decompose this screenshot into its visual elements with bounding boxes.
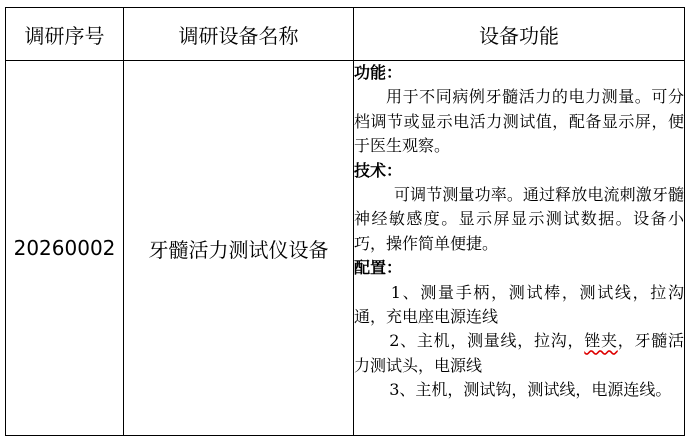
config-item-3: 3、主机，测试钩，测试线，电源连线。 — [389, 380, 672, 400]
tech-description: 可调节测量功率。通过释放电流刺激牙髓神经敏感度。显示屏显示测试数据。设备小巧，操作简单便捷。 — [354, 185, 684, 253]
header-row — [6, 8, 685, 61]
device-name-cell: 牙髓活力测试仪设备 — [124, 61, 354, 436]
device-spec-table — [5, 7, 685, 436]
config-section-label: 配置： — [354, 258, 403, 278]
config-item-1: 1、测量手柄，测试棒，测试线，拉沟通，充电座电源连线 — [354, 282, 684, 327]
survey-number-cell: 20260002 — [6, 61, 124, 436]
function-section-label: 功能： — [354, 63, 403, 82]
spellcheck-flagged-word: 锉夹 — [584, 331, 618, 351]
config-item-2-head: 2、主机，测量线，拉沟， — [389, 331, 585, 351]
tech-section-label: 技术： — [354, 160, 403, 180]
device-function-cell — [354, 61, 685, 436]
header-device-name: 调研设备名称 — [124, 8, 354, 61]
config-item-2 — [354, 329, 684, 378]
header-device-function: 设备功能 — [354, 8, 685, 61]
config-item-2-tail: ，牙髓活力测试头，电源线 — [354, 331, 684, 375]
header-survey-number: 调研序号 — [6, 8, 124, 61]
function-description: 用于不同病例牙髓活力的电力测量。可分档调节或显示电活力测试值，配备显示屏，便于医生观察。 — [354, 87, 684, 156]
table-row — [6, 61, 685, 436]
